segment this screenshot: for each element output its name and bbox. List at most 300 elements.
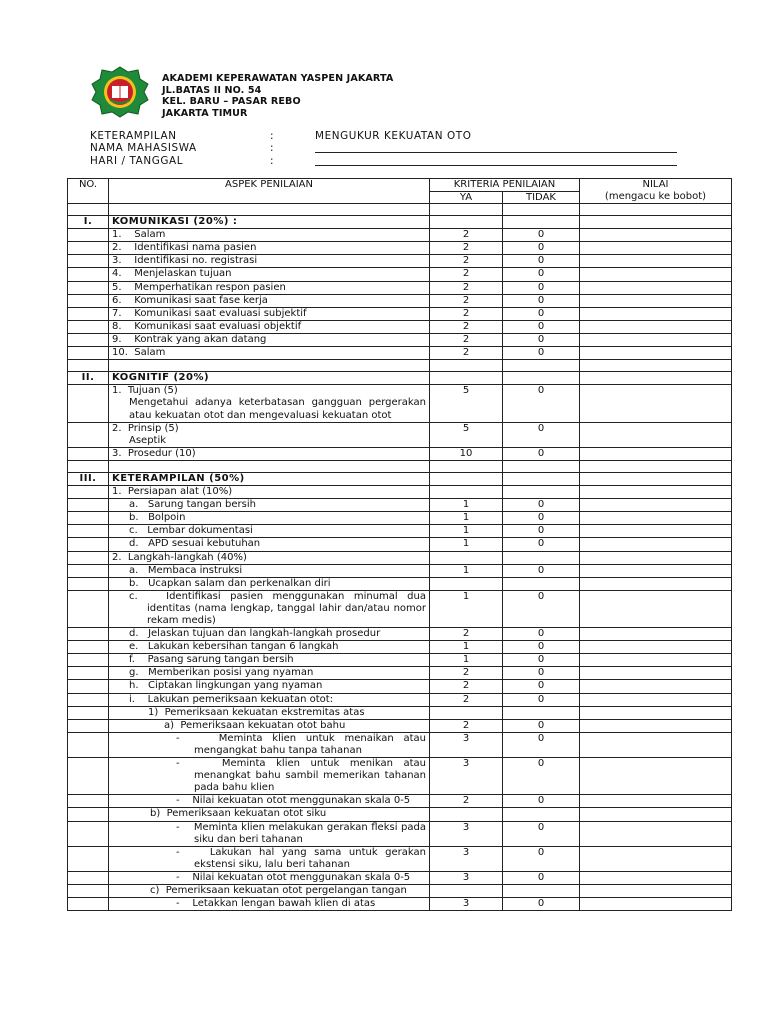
score-tidak: 0 xyxy=(503,385,580,422)
nilai-cell[interactable] xyxy=(580,680,732,693)
row-aspect xyxy=(109,732,430,757)
row-aspect xyxy=(109,758,430,795)
nilai-cell[interactable] xyxy=(580,320,732,333)
aspect-text: a. Sarung tangan bersih xyxy=(129,499,256,511)
aspect-text: 3. Prosedur (10) xyxy=(112,447,196,459)
row-number xyxy=(68,551,109,564)
nilai-cell[interactable] xyxy=(580,898,732,911)
row-number xyxy=(68,719,109,732)
row-aspect xyxy=(109,577,430,590)
score-ya xyxy=(430,460,503,472)
row-number xyxy=(68,499,109,512)
score-tidak: 0 xyxy=(503,538,580,551)
aspect-detail: Mengetahui adanya keterbatasan gangguan pergerakan atau kekuatan otot dan mengevaluasi kekuatan otot xyxy=(129,397,426,421)
row-number xyxy=(68,628,109,641)
score-tidak: 0 xyxy=(503,667,580,680)
table-row xyxy=(68,680,732,693)
row-aspect xyxy=(109,422,430,447)
row-aspect xyxy=(109,680,430,693)
aspect-text: d. APD sesuai kebutuhan xyxy=(129,538,261,550)
info-label: HARI / TANGGAL xyxy=(90,154,184,167)
table-row xyxy=(68,590,732,627)
score-tidak: 0 xyxy=(503,590,580,627)
row-aspect xyxy=(109,808,430,821)
score-ya: 2 xyxy=(430,255,503,268)
score-ya: 1 xyxy=(430,512,503,525)
info-colon: : xyxy=(270,130,274,142)
row-number xyxy=(68,204,109,216)
row-aspect xyxy=(109,564,430,577)
aspect-text: b. Ucapkan salam dan perkenalkan diri xyxy=(129,577,331,589)
aspect-text: KOMUNIKASI (20%) : xyxy=(112,216,238,228)
table-row xyxy=(68,871,732,884)
row-aspect xyxy=(109,360,430,372)
aspect-text: 4. Menjelaskan tujuan xyxy=(112,268,232,280)
aspect-text: 5. Memperhatikan respon pasien xyxy=(112,281,286,293)
aspect-text: 1) Pemeriksaan kekuatan ekstremitas atas xyxy=(148,706,365,718)
aspect-text: 2. Identifikasi nama pasien xyxy=(112,242,257,254)
org-district: KEL. BARU – PASAR REBO xyxy=(162,96,301,108)
aspect-text: d. Jelaskan tujuan dan langkah-langkah prosedur xyxy=(129,628,381,640)
table-row xyxy=(68,385,732,422)
student-name-line[interactable] xyxy=(315,152,677,153)
aspect-text: - Meminta klien untuk menaikan atau mengangkat bahu tanpa tahanan xyxy=(176,732,426,756)
table-row xyxy=(68,667,732,680)
score-ya: 2 xyxy=(430,347,503,360)
row-aspect xyxy=(109,372,430,385)
aspect-text: c) Pemeriksaan kekuatan otot pergelangan tangan xyxy=(150,884,407,896)
aspect-text: 7. Komunikasi saat evaluasi subjektif xyxy=(112,307,307,319)
info-label: KETERAMPILAN xyxy=(90,130,177,142)
table-row xyxy=(68,732,732,757)
table-header-row xyxy=(68,179,732,192)
aspect-text: e. Lakukan kebersihan tangan 6 langkah xyxy=(129,641,339,653)
score-ya: 2 xyxy=(430,667,503,680)
row-aspect xyxy=(109,706,430,719)
score-tidak: 0 xyxy=(503,871,580,884)
score-ya: 2 xyxy=(430,333,503,346)
score-tidak: 0 xyxy=(503,654,580,667)
table-row xyxy=(68,525,732,538)
row-aspect xyxy=(109,898,430,911)
org-address: JL.BATAS II NO. 54 xyxy=(162,84,262,96)
org-city: JAKARTA TIMUR xyxy=(162,108,248,120)
date-line[interactable] xyxy=(315,165,677,166)
score-ya xyxy=(430,486,503,499)
row-number xyxy=(68,577,109,590)
nilai-cell[interactable] xyxy=(580,242,732,255)
table-row xyxy=(68,538,732,551)
row-number xyxy=(68,347,109,360)
table-row xyxy=(68,821,732,846)
table-row xyxy=(68,372,732,385)
nilai-cell[interactable] xyxy=(580,871,732,884)
aspect-text: 10. Salam xyxy=(112,347,166,359)
nilai-cell[interactable] xyxy=(580,732,732,757)
aspect-text: h. Ciptakan lingkungan yang nyaman xyxy=(129,680,323,692)
row-number xyxy=(68,808,109,821)
score-ya: 1 xyxy=(430,641,503,654)
aspect-text: a. Membaca instruksi xyxy=(129,564,243,576)
row-aspect xyxy=(109,590,430,627)
nilai-cell[interactable] xyxy=(580,460,732,472)
aspect-text: - Meminta klien melakukan gerakan fleksi pada siku dan beri tahanan xyxy=(176,821,426,845)
table-row xyxy=(68,654,732,667)
score-tidak: 0 xyxy=(503,268,580,281)
table-row xyxy=(68,460,732,472)
table-row xyxy=(68,333,732,346)
row-number xyxy=(68,255,109,268)
score-tidak: 0 xyxy=(503,499,580,512)
header-nilai-note: (mengacu ke bobot) xyxy=(604,190,707,202)
row-number xyxy=(68,680,109,693)
score-tidak: 0 xyxy=(503,628,580,641)
score-ya: 1 xyxy=(430,654,503,667)
header-aspek: ASPEK PENILAIAN xyxy=(109,179,430,204)
nilai-cell[interactable] xyxy=(580,628,732,641)
row-number xyxy=(68,871,109,884)
row-aspect xyxy=(109,525,430,538)
table-row xyxy=(68,204,732,216)
row-number xyxy=(68,846,109,871)
score-ya: 3 xyxy=(430,846,503,871)
nilai-cell[interactable] xyxy=(580,372,732,385)
nilai-cell[interactable] xyxy=(580,577,732,590)
nilai-cell[interactable] xyxy=(580,538,732,551)
nilai-cell[interactable] xyxy=(580,706,732,719)
score-ya: 1 xyxy=(430,590,503,627)
row-aspect xyxy=(109,821,430,846)
row-aspect xyxy=(109,307,430,320)
nilai-cell[interactable] xyxy=(580,719,732,732)
score-tidak: 0 xyxy=(503,693,580,706)
table-row xyxy=(68,564,732,577)
score-tidak xyxy=(503,884,580,897)
table-row xyxy=(68,360,732,372)
table-row xyxy=(68,795,732,808)
score-tidak: 0 xyxy=(503,229,580,242)
row-aspect xyxy=(109,551,430,564)
score-ya: 2 xyxy=(430,281,503,294)
row-aspect xyxy=(109,667,430,680)
row-aspect xyxy=(109,499,430,512)
org-name: AKADEMI KEPERAWATAN YASPEN JAKARTA xyxy=(162,73,394,84)
score-ya xyxy=(430,372,503,385)
table-row xyxy=(68,447,732,460)
info-colon: : xyxy=(270,142,274,155)
row-number xyxy=(68,884,109,897)
aspect-detail: Aseptik xyxy=(129,434,167,446)
nilai-cell[interactable] xyxy=(580,808,732,821)
score-tidak: 0 xyxy=(503,447,580,460)
score-tidak: 0 xyxy=(503,242,580,255)
row-number xyxy=(68,333,109,346)
nilai-cell[interactable] xyxy=(580,204,732,216)
table-row xyxy=(68,706,732,719)
row-aspect xyxy=(109,385,430,422)
nilai-cell[interactable] xyxy=(580,385,732,422)
table-row xyxy=(68,628,732,641)
score-tidak: 0 xyxy=(503,525,580,538)
row-number xyxy=(68,525,109,538)
row-number xyxy=(68,294,109,307)
row-number xyxy=(68,281,109,294)
row-aspect xyxy=(109,472,430,485)
table-row xyxy=(68,758,732,795)
aspect-text: - Meminta klien untuk menikan atau menangkat bahu sambil memerikan tahanan pada bahu klien xyxy=(176,758,426,794)
aspect-text: - Nilai kekuatan otot menggunakan skala 0-5 xyxy=(176,795,411,807)
table-row xyxy=(68,255,732,268)
table-row xyxy=(68,347,732,360)
table-row xyxy=(68,486,732,499)
row-number xyxy=(68,693,109,706)
score-tidak xyxy=(503,486,580,499)
score-ya: 3 xyxy=(430,898,503,911)
aspect-text: 9. Kontrak yang akan datang xyxy=(112,333,267,345)
nilai-cell[interactable] xyxy=(580,360,732,372)
score-ya: 5 xyxy=(430,422,503,447)
table-row xyxy=(68,216,732,229)
row-number xyxy=(68,422,109,447)
row-number: II. xyxy=(68,372,109,385)
row-aspect xyxy=(109,268,430,281)
nilai-cell[interactable] xyxy=(580,758,732,795)
nilai-cell[interactable] xyxy=(580,693,732,706)
nilai-cell[interactable] xyxy=(580,512,732,525)
score-ya xyxy=(430,216,503,229)
table-row xyxy=(68,693,732,706)
table-row xyxy=(68,898,732,911)
table-row xyxy=(68,242,732,255)
score-tidak: 0 xyxy=(503,719,580,732)
table-row xyxy=(68,320,732,333)
score-ya xyxy=(430,706,503,719)
score-tidak: 0 xyxy=(503,821,580,846)
row-number xyxy=(68,229,109,242)
aspect-text: 1. Tujuan (5) xyxy=(112,385,178,397)
score-ya: 2 xyxy=(430,268,503,281)
table-row xyxy=(68,268,732,281)
header-nilai xyxy=(580,179,732,204)
row-aspect xyxy=(109,229,430,242)
nilai-cell[interactable] xyxy=(580,486,732,499)
nilai-cell[interactable] xyxy=(580,641,732,654)
aspect-text: 1. Salam xyxy=(112,229,166,241)
score-tidak: 0 xyxy=(503,898,580,911)
row-aspect xyxy=(109,347,430,360)
row-aspect xyxy=(109,871,430,884)
table-row xyxy=(68,808,732,821)
row-number xyxy=(68,360,109,372)
row-aspect xyxy=(109,719,430,732)
score-tidak: 0 xyxy=(503,564,580,577)
aspect-text: 2. Langkah-langkah (40%) xyxy=(112,551,247,563)
score-ya: 2 xyxy=(430,628,503,641)
table-row xyxy=(68,884,732,897)
nilai-cell[interactable] xyxy=(580,268,732,281)
aspect-text: - Letakkan lengan bawah klien di atas xyxy=(176,898,376,910)
score-ya: 2 xyxy=(430,795,503,808)
score-tidak: 0 xyxy=(503,333,580,346)
score-ya: 2 xyxy=(430,242,503,255)
row-aspect xyxy=(109,320,430,333)
score-ya: 2 xyxy=(430,229,503,242)
score-ya: 2 xyxy=(430,680,503,693)
nilai-cell[interactable] xyxy=(580,307,732,320)
row-aspect xyxy=(109,654,430,667)
aspect-text: 2. Prinsip (5) xyxy=(112,422,179,434)
row-number xyxy=(68,447,109,460)
score-tidak: 0 xyxy=(503,281,580,294)
row-number xyxy=(68,564,109,577)
score-ya: 2 xyxy=(430,693,503,706)
table-row xyxy=(68,422,732,447)
nilai-cell[interactable] xyxy=(580,551,732,564)
nilai-cell[interactable] xyxy=(580,281,732,294)
nilai-cell[interactable] xyxy=(580,255,732,268)
row-number xyxy=(68,268,109,281)
row-aspect xyxy=(109,538,430,551)
score-tidak: 0 xyxy=(503,795,580,808)
score-tidak xyxy=(503,472,580,485)
row-number xyxy=(68,486,109,499)
nilai-cell[interactable] xyxy=(580,564,732,577)
nilai-cell[interactable] xyxy=(580,472,732,485)
score-ya xyxy=(430,884,503,897)
row-aspect xyxy=(109,281,430,294)
row-number xyxy=(68,512,109,525)
score-tidak xyxy=(503,372,580,385)
aspect-text: 1. Persiapan alat (10%) xyxy=(112,486,233,498)
nilai-cell[interactable] xyxy=(580,525,732,538)
score-ya: 1 xyxy=(430,499,503,512)
score-tidak xyxy=(503,204,580,216)
table-row xyxy=(68,846,732,871)
aspect-text: - Nilai kekuatan otot menggunakan skala 0-5 xyxy=(176,871,411,883)
score-ya: 3 xyxy=(430,821,503,846)
score-ya: 10 xyxy=(430,447,503,460)
row-aspect xyxy=(109,204,430,216)
nilai-cell[interactable] xyxy=(580,333,732,346)
row-aspect xyxy=(109,294,430,307)
row-number xyxy=(68,307,109,320)
row-aspect xyxy=(109,242,430,255)
aspect-text: 8. Komunikasi saat evaluasi objektif xyxy=(112,320,302,332)
nilai-cell[interactable] xyxy=(580,795,732,808)
nilai-cell[interactable] xyxy=(580,846,732,871)
aspect-text: KOGNITIF (20%) xyxy=(112,372,210,384)
nilai-cell[interactable] xyxy=(580,347,732,360)
table-row xyxy=(68,281,732,294)
table-row xyxy=(68,551,732,564)
score-tidak: 0 xyxy=(503,307,580,320)
nilai-cell[interactable] xyxy=(580,667,732,680)
organization-header xyxy=(162,73,393,120)
row-number xyxy=(68,795,109,808)
table-row xyxy=(68,512,732,525)
row-number xyxy=(68,242,109,255)
score-ya: 1 xyxy=(430,538,503,551)
nilai-cell[interactable] xyxy=(580,422,732,447)
score-tidak xyxy=(503,808,580,821)
aspect-text: b) Pemeriksaan kekuatan otot siku xyxy=(150,808,327,820)
aspect-text: b. Bolpoin xyxy=(129,512,186,524)
score-ya xyxy=(430,551,503,564)
row-aspect xyxy=(109,884,430,897)
aspect-text: g. Memberikan posisi yang nyaman xyxy=(129,667,314,679)
row-aspect xyxy=(109,693,430,706)
row-aspect xyxy=(109,460,430,472)
aspect-text: 6. Komunikasi saat fase kerja xyxy=(112,294,268,306)
score-ya xyxy=(430,577,503,590)
score-ya: 5 xyxy=(430,385,503,422)
nilai-cell[interactable] xyxy=(580,216,732,229)
row-aspect xyxy=(109,846,430,871)
row-number xyxy=(68,654,109,667)
info-label: NAMA MAHASISWA xyxy=(90,142,197,155)
row-number xyxy=(68,898,109,911)
nilai-cell[interactable] xyxy=(580,590,732,627)
score-ya xyxy=(430,360,503,372)
score-tidak: 0 xyxy=(503,680,580,693)
header-tidak: TIDAK xyxy=(503,191,580,204)
row-number xyxy=(68,821,109,846)
score-ya: 3 xyxy=(430,732,503,757)
table-row xyxy=(68,294,732,307)
table-row xyxy=(68,307,732,320)
nilai-cell[interactable] xyxy=(580,821,732,846)
header-nilai-title: NILAI xyxy=(642,179,669,190)
nilai-cell[interactable] xyxy=(580,884,732,897)
score-ya: 1 xyxy=(430,564,503,577)
row-aspect xyxy=(109,628,430,641)
score-tidak: 0 xyxy=(503,294,580,307)
header-kriteria: KRITERIA PENILAIAN xyxy=(430,179,580,192)
row-number xyxy=(68,385,109,422)
score-ya: 2 xyxy=(430,307,503,320)
nilai-cell[interactable] xyxy=(580,499,732,512)
table-row xyxy=(68,472,732,485)
assessment-table xyxy=(67,178,732,911)
row-aspect xyxy=(109,216,430,229)
row-number xyxy=(68,320,109,333)
aspect-text: - Lakukan hal yang sama untuk gerakan ekstensi siku, lalu beri tahanan xyxy=(176,846,426,870)
nilai-cell[interactable] xyxy=(580,229,732,242)
score-tidak: 0 xyxy=(503,422,580,447)
row-number xyxy=(68,732,109,757)
aspect-text: a) Pemeriksaan kekuatan otot bahu xyxy=(164,719,346,731)
score-ya: 3 xyxy=(430,871,503,884)
score-tidak xyxy=(503,706,580,719)
aspect-text: i. Lakukan pemeriksaan kekuatan otot: xyxy=(129,693,334,705)
nilai-cell[interactable] xyxy=(580,294,732,307)
score-tidak: 0 xyxy=(503,758,580,795)
score-ya xyxy=(430,808,503,821)
aspect-text: c. Lembar dokumentasi xyxy=(129,525,253,537)
row-number xyxy=(68,667,109,680)
score-ya xyxy=(430,472,503,485)
aspect-text: 3. Identifikasi no. registrasi xyxy=(112,255,258,267)
row-number xyxy=(68,590,109,627)
score-ya: 2 xyxy=(430,719,503,732)
score-tidak xyxy=(503,216,580,229)
nilai-cell[interactable] xyxy=(580,654,732,667)
score-tidak: 0 xyxy=(503,320,580,333)
score-ya: 2 xyxy=(430,294,503,307)
nilai-cell[interactable] xyxy=(580,447,732,460)
row-number xyxy=(68,641,109,654)
score-ya: 3 xyxy=(430,758,503,795)
